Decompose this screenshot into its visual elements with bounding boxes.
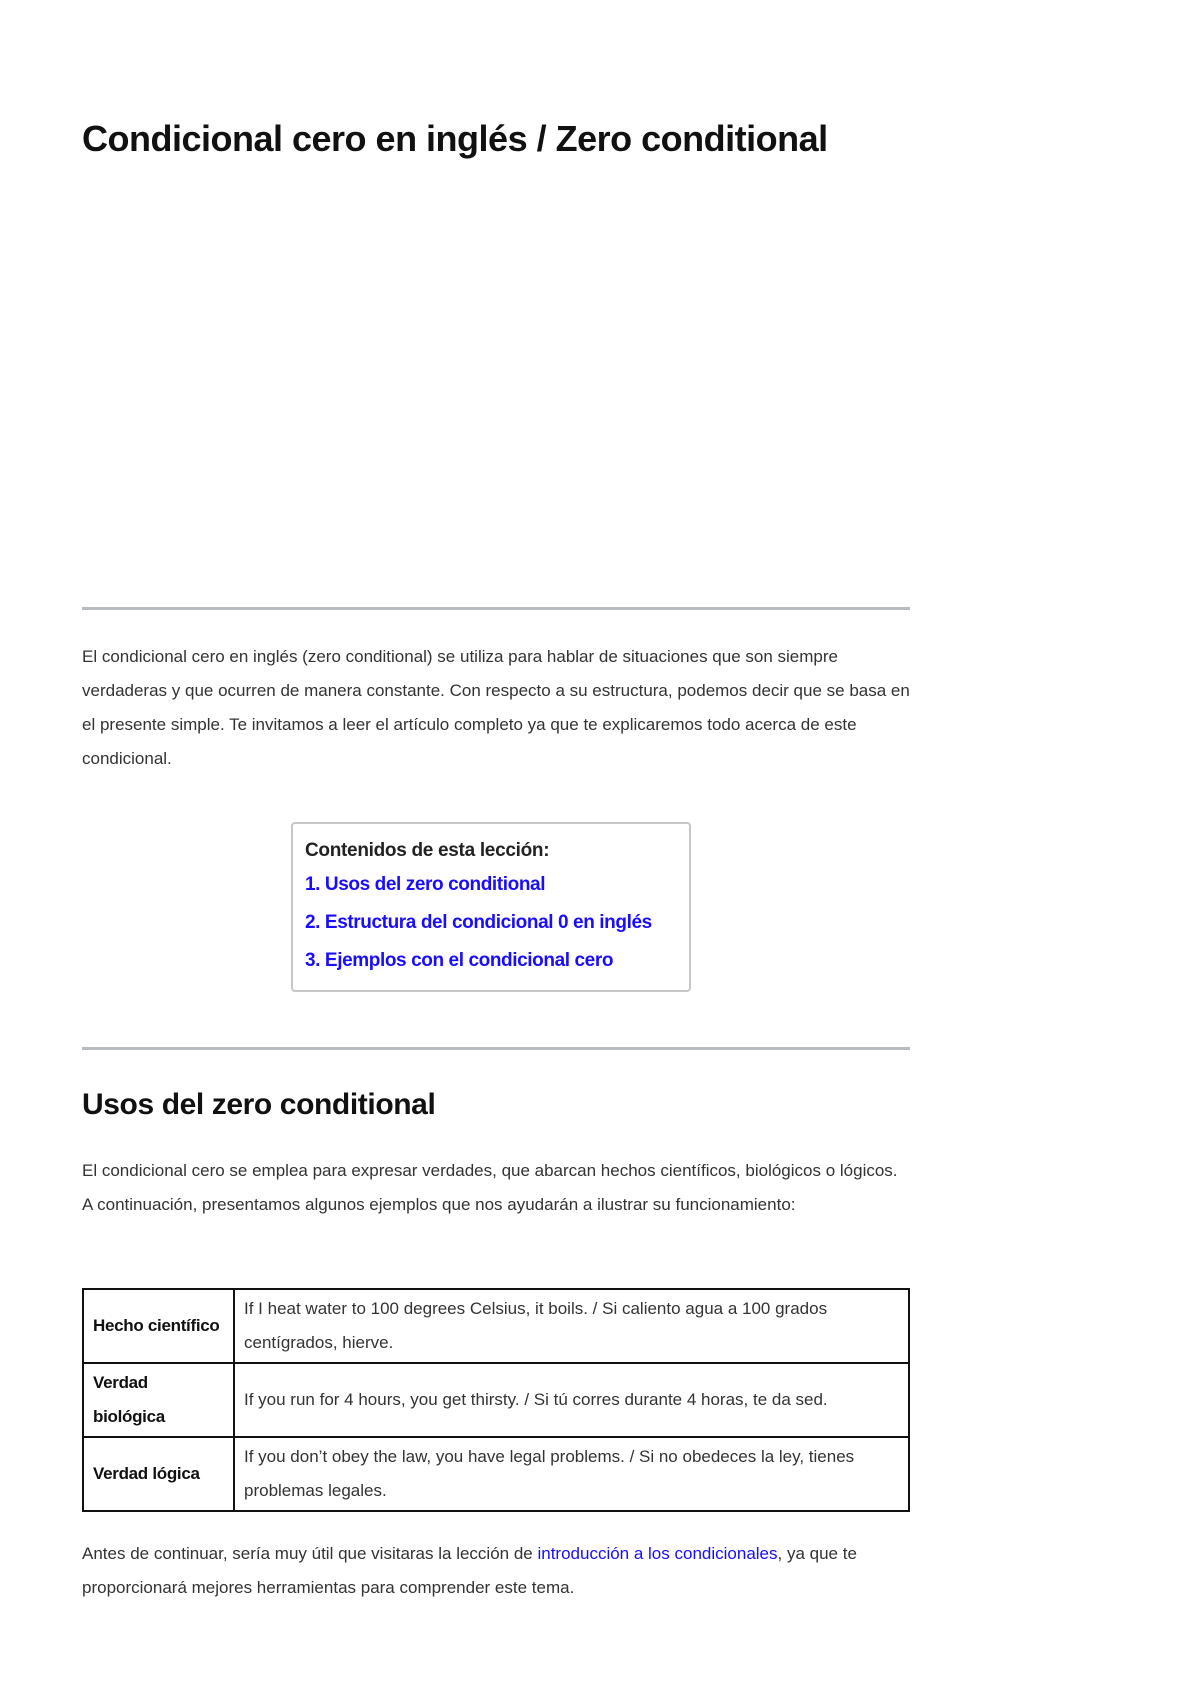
divider bbox=[82, 1047, 910, 1050]
table-cell-category: Verdad biológica bbox=[83, 1363, 234, 1437]
table-cell-category: Hecho científico bbox=[83, 1289, 234, 1363]
table-of-contents bbox=[291, 822, 691, 992]
divider bbox=[82, 607, 910, 610]
closing-paragraph bbox=[82, 1537, 910, 1605]
table-cell-example: If I heat water to 100 degrees Celsius, it boils. / Si caliento agua a 100 grados centígrados, hierve. bbox=[234, 1289, 909, 1363]
page-title: Condicional cero en inglés / Zero conditional bbox=[82, 118, 828, 159]
table-cell-example: If you don’t obey the law, you have legal problems. / Si no obedeces la ley, tienes problemas legales. bbox=[234, 1437, 909, 1511]
toc-link-ejemplos[interactable]: 3. Ejemplos con el condicional cero bbox=[305, 950, 614, 971]
table-cell-example: If you run for 4 hours, you get thirsty. / Si tú corres durante 4 horas, te da sed. bbox=[234, 1363, 909, 1437]
usos-paragraph: El condicional cero se emplea para expresar verdades, que abarcan hechos científicos, biológicos o lógicos. A continuación, presentamos algunos ejemplos que nos ayudarán a ilustrar su funcionamiento: bbox=[82, 1161, 898, 1214]
section-heading-usos: Usos del zero conditional bbox=[82, 1088, 436, 1121]
intro-conditionals-link[interactable]: introducción a los condicionales bbox=[537, 1544, 778, 1563]
closing-text-before: Antes de continuar, sería muy útil que visitaras la lección de bbox=[82, 1544, 538, 1563]
toc-link-estructura[interactable]: 2. Estructura del condicional 0 en inglés bbox=[305, 912, 652, 933]
toc-link-usos[interactable]: 1. Usos del zero conditional bbox=[305, 874, 546, 895]
table-row bbox=[83, 1437, 909, 1511]
intro-paragraph: El condicional cero en inglés (zero conditional) se utiliza para hablar de situaciones que son siempre verdaderas y que ocurren de manera constante. Con respecto a su estructura, podemos decir que se basa en el presente simple. Te invitamos a leer el artículo completo ya que te explicaremos todo acerca de este condicional. bbox=[82, 647, 910, 768]
examples-table bbox=[82, 1288, 910, 1512]
table-row bbox=[83, 1363, 909, 1437]
toc-heading: Contenidos de esta lección: bbox=[305, 840, 550, 861]
closing-text-after: , ya que te proporcionará mejores herramientas para comprender este tema. bbox=[82, 1544, 857, 1597]
table-row bbox=[83, 1289, 909, 1363]
table-cell-category: Verdad lógica bbox=[83, 1437, 234, 1511]
